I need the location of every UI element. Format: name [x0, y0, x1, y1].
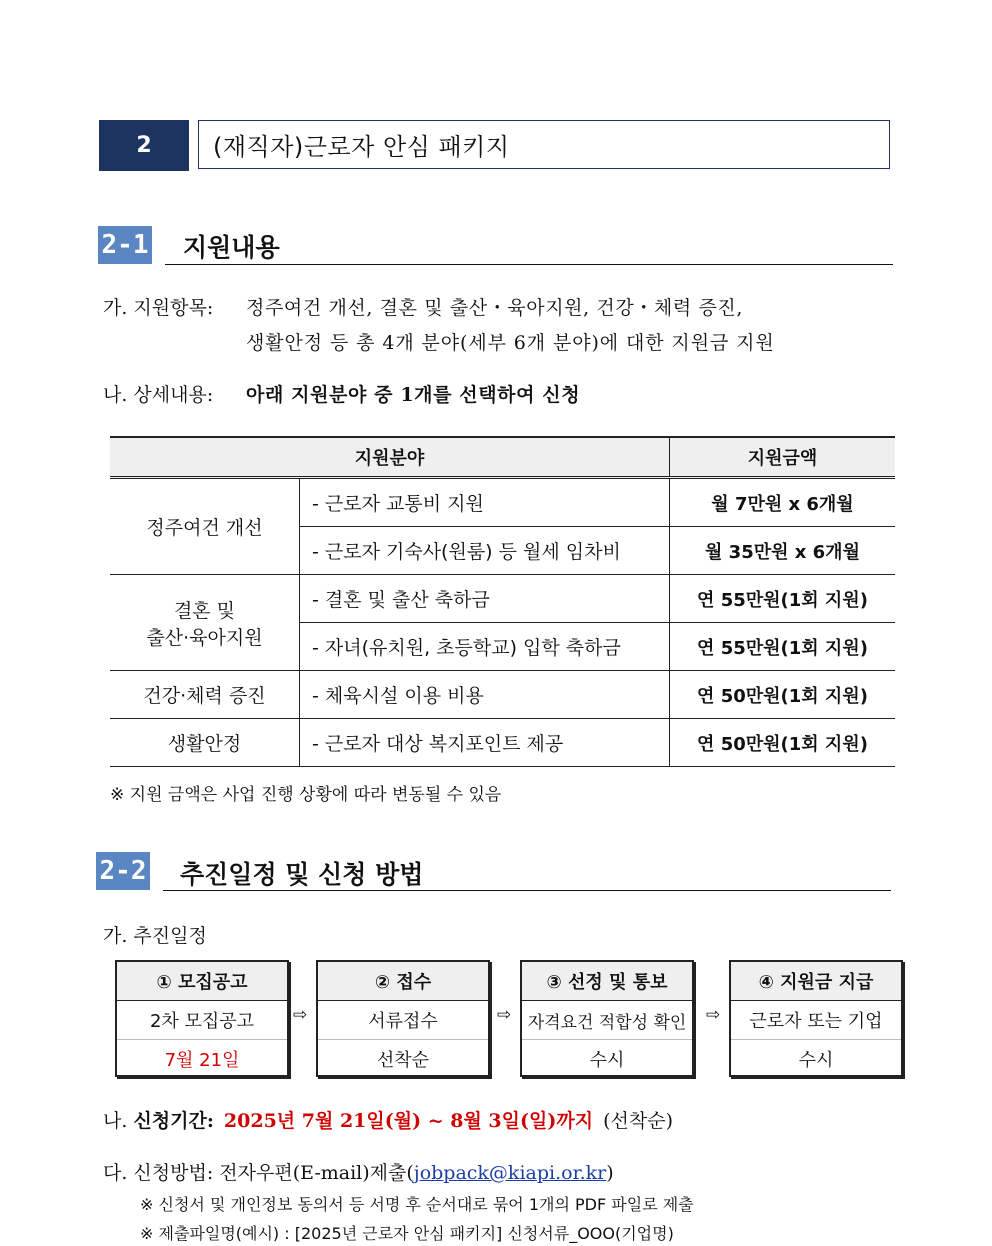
table-row — [110, 575, 895, 623]
category-cell: 생활안정 — [110, 719, 300, 767]
method-line — [103, 1158, 614, 1185]
period-line — [103, 1106, 673, 1133]
amount-cell: 연 55만원(1회 지원) — [670, 575, 896, 623]
step-row1: 2차 모집공고 — [117, 1001, 287, 1040]
step-head: ① 모집공고 — [117, 962, 287, 1001]
items-label: 가. 지원항목: — [103, 297, 214, 319]
col-field-header: 지원분야 — [110, 437, 670, 478]
step-row2: 수시 — [589, 1050, 625, 1071]
period-suffix: (선착순) — [603, 1110, 673, 1132]
item-cell: - 근로자 기숙사(원룸) 등 월세 임차비 — [300, 527, 670, 575]
schedule-step-1 — [115, 960, 289, 1077]
period-value: 2025년 7월 21일(월) ~ 8월 3일(일)까지 — [223, 1110, 594, 1132]
category-cell — [110, 575, 300, 671]
col-amount-header: 지원금액 — [670, 437, 896, 478]
method-note-1: ※ 신청서 및 개인정보 동의서 등 서명 후 순서대로 묶어 1개의 PDF 파일로 제출 — [140, 1195, 694, 1214]
item-cell: - 자녀(유치원, 초등학교) 입학 축하금 — [300, 623, 670, 671]
item-cell: - 결혼 및 출산 축하금 — [300, 575, 670, 623]
table-row — [110, 478, 895, 527]
section-title-support: 지원내용 — [183, 233, 280, 262]
amount-cell: 연 50만원(1회 지원) — [670, 671, 896, 719]
step-row2: 7월 21일 — [164, 1050, 240, 1071]
items-line1: 정주여건 개선, 결혼 및 출산・육아지원, 건강・체력 증진, — [246, 297, 743, 319]
category-cell: 정주여건 개선 — [110, 478, 300, 575]
items-line2: 생활안정 등 총 4개 분야(세부 6개 분야)에 대한 지원금 지원 — [246, 332, 775, 354]
item-cell: - 근로자 대상 복지포인트 제공 — [300, 719, 670, 767]
table-row — [110, 719, 895, 767]
schedule-step-2 — [316, 960, 490, 1077]
support-table — [110, 436, 895, 767]
method-label: 다. 신청방법: 전자우편(E-mail)제출( — [103, 1162, 414, 1184]
arrow-right-icon: ⇨ — [706, 1005, 721, 1025]
chapter-title: (재직자)근로자 안심 패키지 — [213, 133, 510, 161]
table-header-row — [110, 437, 895, 478]
step-head: ④ 지원금 지급 — [731, 962, 901, 1001]
chapter-title-box — [198, 120, 890, 169]
section-badge-2-1: 2-1 — [98, 226, 152, 264]
schedule-label: 가. 추진일정 — [103, 925, 207, 947]
chapter-number: 2 — [99, 120, 189, 171]
category-line: 결혼 및 — [173, 599, 236, 622]
arrow-right-icon: ⇨ — [293, 1005, 308, 1025]
section-badge-2-2: 2-2 — [96, 852, 150, 890]
step-row1: 근로자 또는 기업 — [731, 1001, 901, 1040]
method-note-2: ※ 제출파일명(예시) : [2025년 근로자 안심 패키지] 신청서류_OOO(기업명) — [140, 1224, 674, 1243]
amount-cell: 월 35만원 x 6개월 — [670, 527, 896, 575]
table-note: ※ 지원 금액은 사업 진행 상황에 따라 변동될 수 있음 — [110, 785, 502, 805]
amount-cell: 연 55만원(1회 지원) — [670, 623, 896, 671]
step-row1: 서류접수 — [318, 1001, 488, 1040]
step-row2: 수시 — [798, 1050, 834, 1071]
email-link[interactable]: jobpack@kiapi.or.kr — [413, 1162, 607, 1184]
item-cell: - 체육시설 이용 비용 — [300, 671, 670, 719]
step-row1: 자격요건 적합성 확인 — [522, 1001, 692, 1040]
amount-cell: 월 7만원 x 6개월 — [670, 478, 896, 527]
section-underline — [165, 264, 893, 265]
schedule-step-4 — [729, 960, 903, 1077]
detail-text: 아래 지원분야 중 1개를 선택하여 신청 — [246, 384, 581, 406]
period-label: 신청기간: — [133, 1110, 214, 1132]
period-prefix: 나. — [103, 1110, 134, 1132]
section-title-schedule: 추진일정 및 신청 방법 — [180, 860, 424, 889]
category-line: 출산·육아지원 — [146, 626, 263, 649]
item-cell: - 근로자 교통비 지원 — [300, 478, 670, 527]
step-row2: 선착순 — [376, 1050, 430, 1071]
category-cell: 건강·체력 증진 — [110, 671, 300, 719]
section-underline — [163, 890, 891, 891]
step-head: ③ 선정 및 통보 — [522, 962, 692, 1001]
table-row — [110, 671, 895, 719]
step-head: ② 접수 — [318, 962, 488, 1001]
arrow-right-icon: ⇨ — [497, 1005, 512, 1025]
amount-cell: 연 50만원(1회 지원) — [670, 719, 896, 767]
detail-label: 나. 상세내용: — [103, 384, 214, 406]
schedule-step-3 — [520, 960, 694, 1077]
method-close: ) — [606, 1162, 614, 1184]
